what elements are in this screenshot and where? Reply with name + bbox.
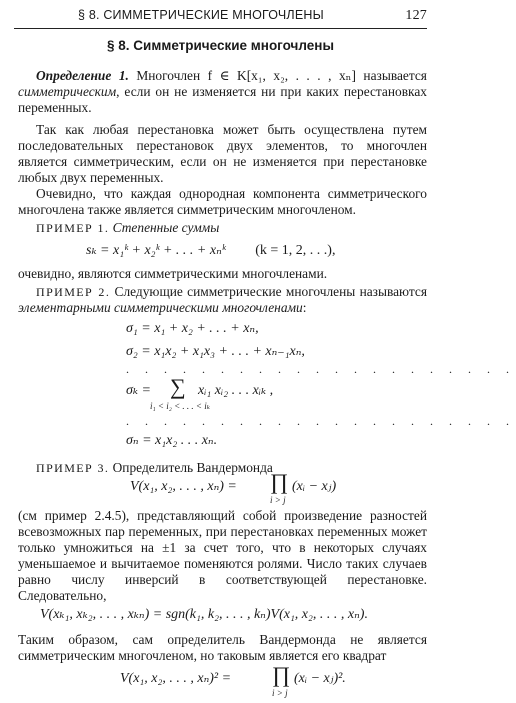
summation-index: i₁ < i₂ < . . . < iₖ [150,401,211,411]
example-1-title: Степенные суммы [112,220,220,235]
example-1-label: ПРИМЕР 1. [36,221,110,235]
running-title: § 8. СИММЕТРИЧЕСКИЕ МНОГОЧЛЕНЫ [78,8,324,22]
paragraph-square: Таким образом, сам определитель Вандермонда не является симметрическим многочленом, но таковым является его квадрат [18,632,427,663]
product-index: i > j [270,495,286,505]
paragraph-permutations: Так как любая перестановка может быть осуществлена путем последовательных перестановок двух элементов, то многочлен является симметрическим, если он не изменяется при перестановке любых двух переменных. [18,122,427,185]
paragraph-vandermonde: (см пример 2.4.5), представляющий собой произведение разностей всевозможных пар переменных, при перестановках переменных может только умножиться на ±1 за счет того, что в некоторых случаях уменьшаемое и вычитаемое поменяются ролями. Число таких случаев равно числу инверсий в соответствующей перестановке. Следовательно, [18,508,427,603]
sigma-k-rhs: xᵢ₁ xᵢ₂ . . . xᵢₖ , [198,383,274,398]
sgn-formula: V(xₖ₁, xₖ₂, . . . , xₖₙ) = sgn(k₁, k₂, . . . , kₙ)V(x₁, x₂, . . . , xₙ). [40,607,368,622]
example-2-label: ПРИМЕР 2. [36,285,111,299]
example-1-conclusion: очевидно, являются симметрическими многочленами. [18,266,328,281]
product-symbol-square: ∏ [272,662,291,687]
example-2-paragraph [18,284,427,316]
product-symbol: ∏ [270,469,289,494]
example-2-text: Следующие симметрические многочлены называются [114,284,427,299]
vandermonde-rhs: (xᵢ − xⱼ) [292,479,337,494]
sigma-k-lhs: σₖ = [126,383,151,398]
power-sum-formula [86,242,335,259]
sigma-dots-2: . . . . . . . . . . . . . . . . . . . . . [126,414,516,428]
definition-term: симметрическим [18,84,117,99]
example-2-colon: : [302,300,307,315]
vandermonde-square-lhs: V(x₁, x₂, . . . , xₙ)² = [120,671,232,686]
example-3-label: ПРИМЕР 3. [36,461,110,475]
definition-text-1: Многочлен f ∈ K[x₁, x₂, . . . , xₙ] называется [136,68,427,83]
example-2-term: элементарными симметрическими многочленами [18,300,303,315]
section-title: § 8. Симметрические многочлены [107,38,334,53]
power-sum-condition: (k = 1, 2, . . .), [255,243,336,258]
example-3-heading [18,460,427,476]
sigma-2-formula: σ₂ = x₁x₂ + x₁x₃ + . . . + xₙ₋₁xₙ, [126,344,305,359]
definition-label: Определение 1. [36,68,129,83]
power-sum-expression: sₖ = x₁ᵏ + x₂ᵏ + . . . + xₙᵏ [86,243,226,258]
vandermonde-square-rhs: (xᵢ − xⱼ)². [294,671,346,686]
running-header [14,6,427,29]
sigma-n-formula: σₙ = x₁x₂ . . . xₙ. [126,433,218,448]
vandermonde-lhs: V(x₁, x₂, . . . , xₙ) = [130,479,237,494]
summation-symbol: ∑ [170,374,186,399]
definition-text-2: , если он не изменяется ни при каких перестановках переменных. [18,84,427,115]
sigma-1-formula: σ₁ = x₁ + x₂ + . . . + xₙ, [126,321,259,336]
product-index-square: i > j [272,688,288,698]
example-3-text: Определитель Вандермонда [112,460,273,475]
page-number: 127 [405,8,427,23]
paragraph-homogeneous: Очевидно, что каждая однородная компонента симметрического многочлена также является симметрическим многочленом. [18,186,427,217]
definition-paragraph [18,68,427,116]
sigma-dots-1: . . . . . . . . . . . . . . . . . . . . . [126,362,516,376]
example-1-heading [18,220,427,236]
